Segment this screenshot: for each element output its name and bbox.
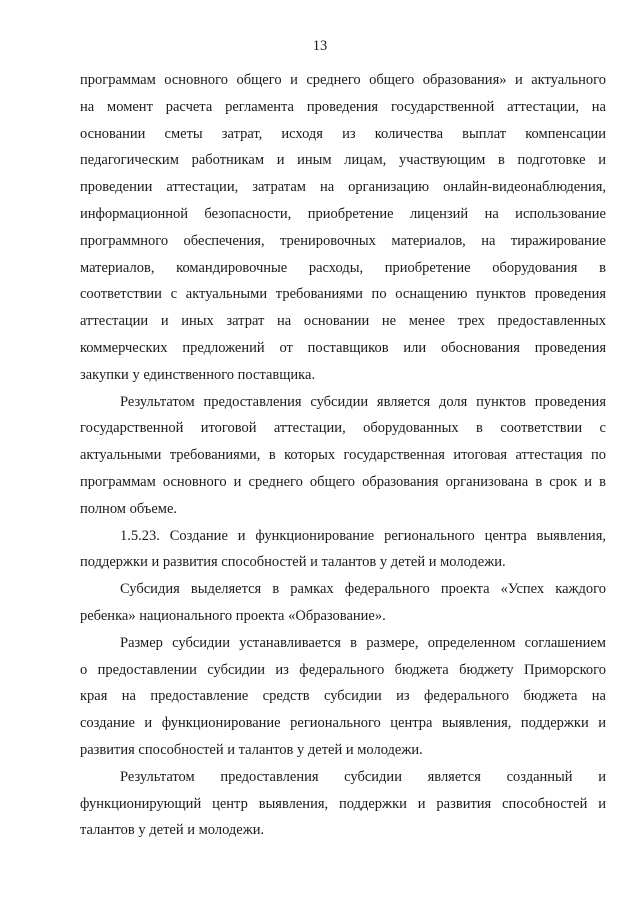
text-line: функционирующий центр выявления, поддержки и развития способностей и xyxy=(80,795,606,812)
text-line: развития способностей и талантов у детей и молодежи. xyxy=(80,741,423,758)
text-line: Результатом предоставления субсидии является доля пунктов проведения xyxy=(120,393,606,410)
text-line: поддержки и развития способностей и талантов у детей и молодежи. xyxy=(80,554,506,571)
text-line: актуальными требованиями, в которых государственная итоговая аттестация по xyxy=(80,447,606,464)
paragraph xyxy=(80,630,606,764)
text-line: аттестации и иных затрат на основании не менее трех предоставленных xyxy=(80,313,606,330)
text-line: материалов, командировочные расходы, приобретение оборудования в xyxy=(80,259,606,276)
paragraph xyxy=(80,523,606,577)
text-line: ребенка» национального проекта «Образование». xyxy=(80,607,386,624)
text-line: информационной безопасности, приобретение лицензий на использование xyxy=(80,205,606,222)
text-line: на момент расчета регламента проведения государственной аттестации, на xyxy=(80,98,606,115)
text-line: коммерческих предложений от поставщиков или обоснования проведения xyxy=(80,339,606,356)
text-line: края на предоставление средств субсидии из федерального бюджета на xyxy=(80,688,606,705)
page-number: 13 xyxy=(312,38,328,54)
text-line: Результатом предоставления субсидии является созданный и xyxy=(120,768,606,785)
text-line: основании сметы затрат, исходя из количества выплат компенсации xyxy=(80,125,606,142)
text-line: программам основного общего и среднего общего образования» и актуального xyxy=(80,72,606,88)
text-line: соответствии с актуальными требованиями по оснащению пунктов проведения xyxy=(80,286,606,303)
text-line: программного обеспечения, тренировочных материалов, на тиражирование xyxy=(80,232,606,249)
text-line: создание и функционирование регионального центра выявления, поддержки и xyxy=(80,715,606,732)
text-line: полном объеме. xyxy=(80,500,178,517)
text-line: закупки у единственного поставщика. xyxy=(80,366,316,383)
document-body xyxy=(80,67,606,844)
text-line: Субсидия выделяется в рамках федерального проекта «Успех каждого xyxy=(120,581,606,598)
text-line: педагогическим работникам и иным лицам, участвующим в подготовке и xyxy=(80,152,606,169)
text-line: программам основного и среднего общего образования организована в срок и в xyxy=(80,473,606,490)
text-line: проведении аттестации, затратам на организацию онлайн-видеонаблюдения, xyxy=(80,179,606,196)
text-line: 1.5.23. Создание и функционирование регионального центра выявления, xyxy=(120,527,606,544)
paragraph xyxy=(80,576,606,630)
paragraph xyxy=(80,67,606,389)
paragraph xyxy=(80,389,606,523)
text-line: о предоставлении субсидии из федерального бюджета бюджету Приморского xyxy=(80,661,606,678)
text-line: Размер субсидии устанавливается в размере, определенном соглашением xyxy=(120,634,606,651)
text-line: талантов у детей и молодежи. xyxy=(80,822,265,839)
paragraph xyxy=(80,764,606,844)
text-line: государственной итоговой аттестации, оборудованных в соответствии с xyxy=(80,420,606,437)
